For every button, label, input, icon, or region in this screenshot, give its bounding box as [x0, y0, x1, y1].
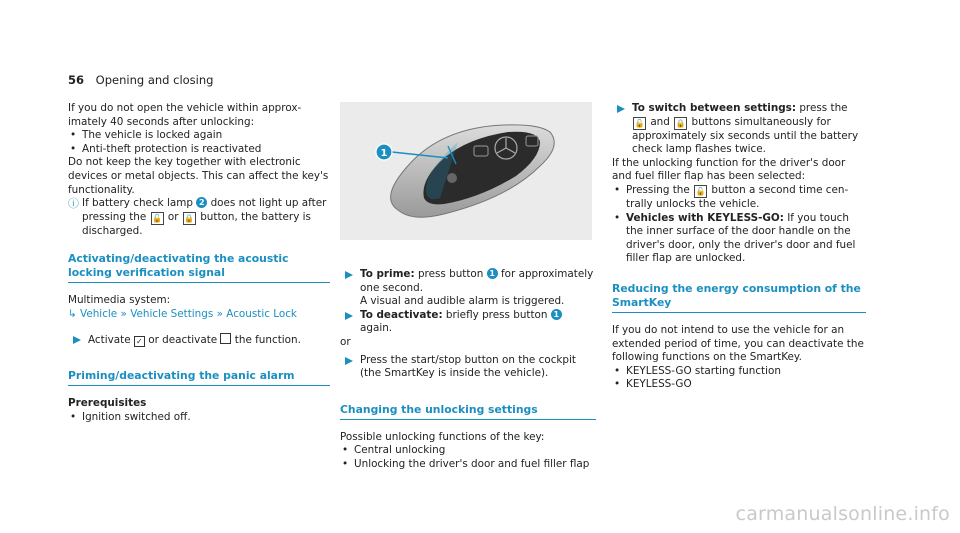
paragraph: If you do not open the vehicle within approx-imately 40 seconds after unlocking: [68, 102, 302, 128]
callout-1: 1 [551, 309, 562, 320]
callout-1: 1 [487, 268, 498, 279]
lock-icon: 🔒 [675, 118, 686, 128]
list-item: • Unlocking the driver's door and fuel filler flap [340, 458, 596, 472]
unlock-icon: 🔓 [634, 118, 645, 128]
lock-icon: 🔒 [184, 213, 195, 223]
list-item: • Pressing the 🔓 button a second time cen-trally unlocks the vehicle. [612, 184, 866, 212]
double-chevron-icon: » [120, 307, 127, 320]
unlock-icon: 🔓 [152, 213, 163, 223]
paragraph: Do not keep the key together with electronic devices or metal objects. This can affect the key's functionality. [68, 156, 329, 196]
section-heading: Activating/deactivating the acoustic locking verification signal [68, 252, 330, 283]
callout-2: 2 [196, 197, 207, 208]
or-text: or [340, 335, 351, 348]
section-title: Opening and closing [95, 73, 214, 87]
list-item: • Ignition switched off. [68, 411, 330, 425]
list-item: • KEYLESS-GO [612, 378, 866, 392]
action-step: Activate ✓ or deactivate the function. [68, 333, 330, 348]
figure-callout-1: 1 [380, 148, 388, 159]
list-item: • KEYLESS-GO starting function [612, 365, 866, 379]
list-item: • Anti-theft protection is reactivated [68, 143, 330, 157]
section-heading: Reducing the energy consumption of the SmartKey [612, 282, 866, 313]
column-3 [612, 102, 866, 392]
page-number: 56 [68, 73, 85, 87]
info-icon: ⓘ [68, 197, 79, 211]
menu-label: Multimedia system: [68, 294, 171, 307]
checkbox-checked-icon: ✓ [134, 336, 145, 347]
double-chevron-icon: » [216, 307, 223, 320]
action-step: To switch between settings: press the 🔓 and 🔒 buttons simultaneously for approximately six seconds until the battery check lamp flashes twice. [612, 102, 866, 157]
menu-path: ↳ Vehicle » Vehicle Settings » Acoustic Lock [68, 307, 297, 320]
arrow-icon: ↳ [68, 307, 77, 320]
list-item: • Vehicles with KEYLESS-GO: If you touch the inner surface of the door handle on the driver's door, only the driver's door and fuel filler flap are unlocked. [612, 212, 866, 266]
smartkey-illustration [340, 102, 592, 240]
section-heading: Priming/deactivating the panic alarm [68, 369, 330, 386]
action-step: To prime: press button 1 for approximately one second. A visual and audible alarm is triggered. [340, 268, 596, 309]
paragraph: Possible unlocking functions of the key: [340, 430, 545, 443]
paragraph: If you do not intend to use the vehicle for an extended period of time, you can deactivate the following functions on the SmartKey. [612, 323, 864, 364]
unlock-icon: 🔓 [695, 186, 706, 196]
page-header [68, 73, 213, 87]
section-heading: Changing the unlocking settings [340, 403, 596, 420]
paragraph: If the unlocking function for the driver's door and fuel filler flap has been selected: [612, 156, 846, 183]
prerequisites-heading: Prerequisites [68, 397, 147, 410]
column-2 [340, 250, 596, 472]
column-1 [68, 102, 330, 424]
action-step: Press the start/stop button on the cockpit (the SmartKey is inside the vehicle). [340, 354, 596, 381]
action-step: To deactivate: briefly press button 1 again. [340, 309, 596, 336]
list-item: • Central unlocking [340, 444, 596, 458]
watermark: carmanualsonline.info [735, 503, 950, 525]
info-note: ⓘ If battery check lamp 2 does not light up after pressing the 🔓 or 🔒 button, the battery is discharged. [68, 197, 327, 237]
smartkey-figure [340, 102, 592, 240]
list-item: • The vehicle is locked again [68, 129, 330, 143]
checkbox-empty-icon [220, 333, 231, 344]
